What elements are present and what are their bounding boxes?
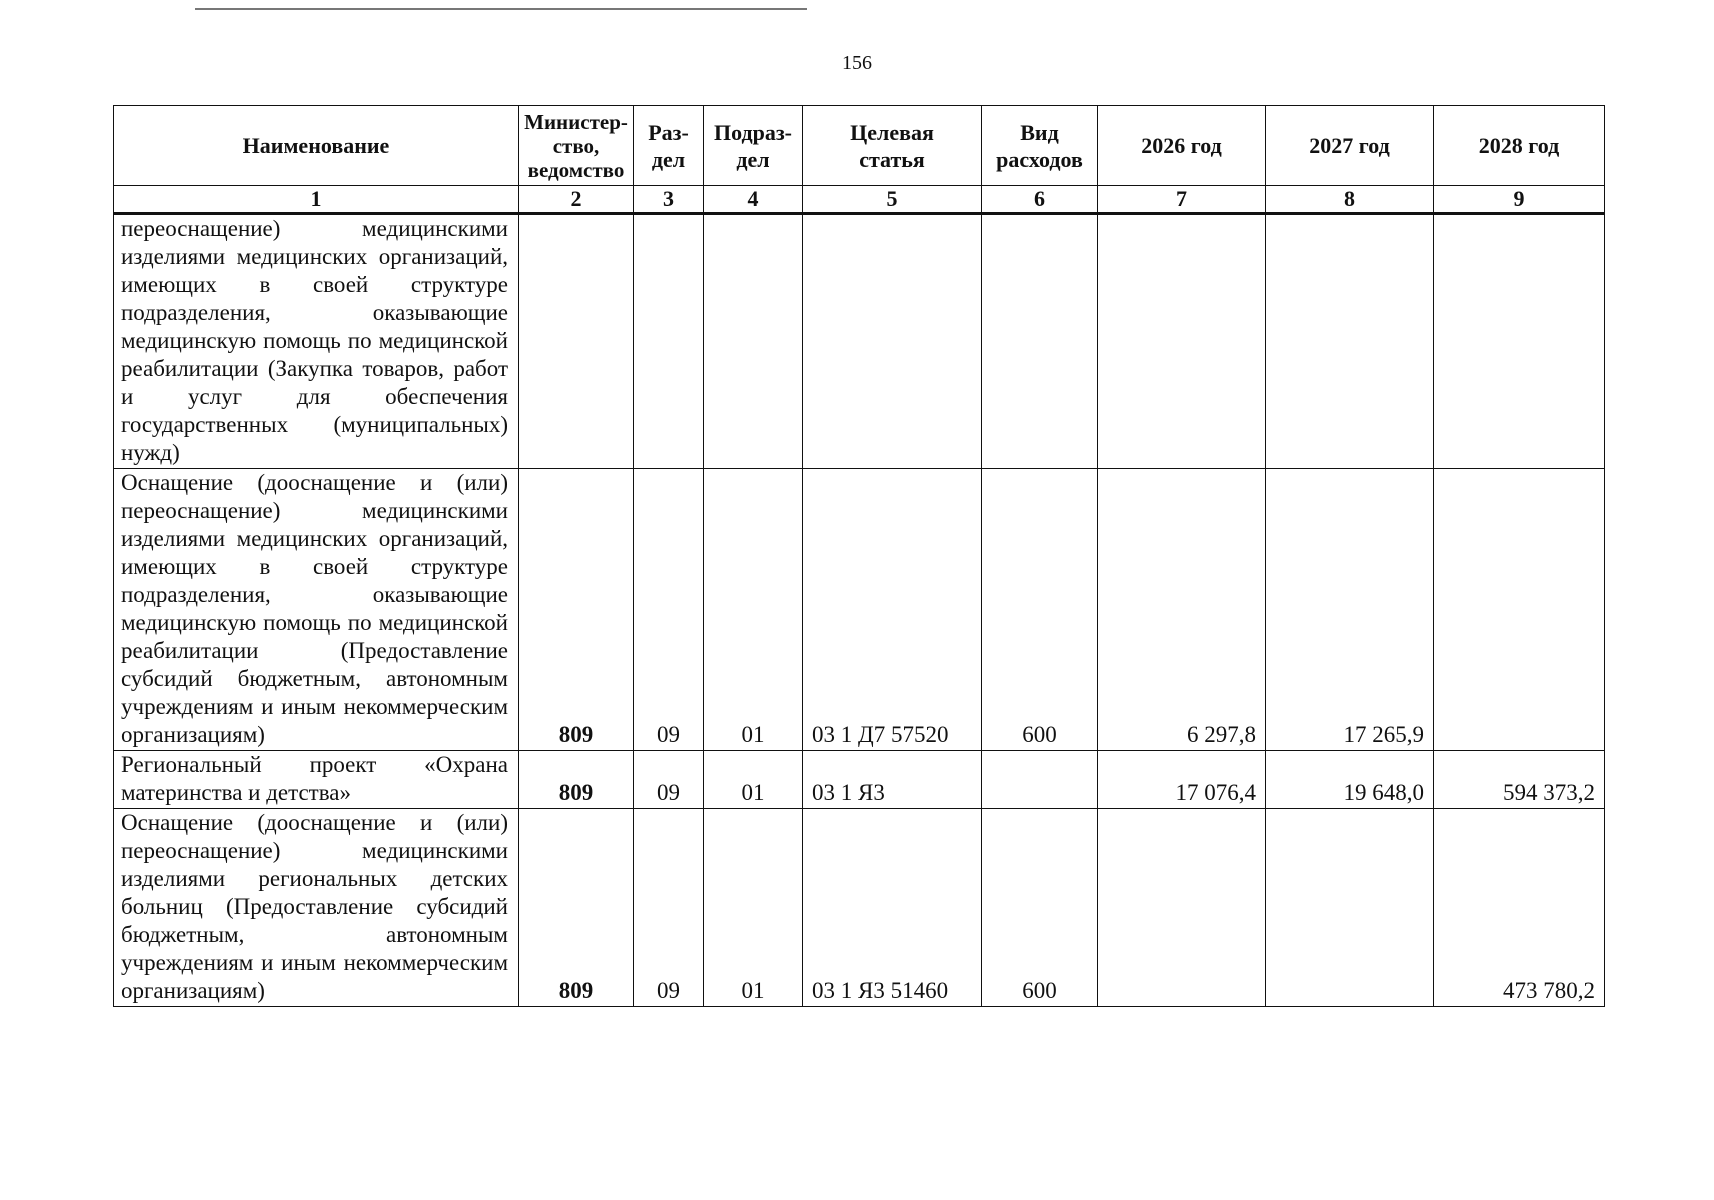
row-expense-type [982, 214, 1098, 469]
row-target: 03 1 Я3 [803, 751, 982, 809]
column-number: 6 [982, 186, 1098, 214]
row-2026 [1098, 214, 1266, 469]
row-section: 09 [634, 809, 704, 1007]
row-name: переоснащение) медицинскими изделиями медицинских организаций, имеющих в своей структуре подразделения, оказывающие медицинскую помощь по медицинской реабилитации (Закупка товаров, работ и услуг для обеспечения государственных (муниципальных) нужд) [114, 214, 519, 469]
column-number: 1 [114, 186, 519, 214]
row-2026 [1098, 809, 1266, 1007]
row-2027: 17 265,9 [1266, 469, 1434, 751]
row-name: Оснащение (дооснащение и (или) переоснащение) медицинскими изделиями региональных детских больниц (Предоставление субсидий бюджетным, автономным учреждениям и иным некоммерческим организациям) [114, 809, 519, 1007]
row-ministry: 809 [519, 809, 634, 1007]
header-target [803, 106, 982, 186]
budget-table [113, 105, 1605, 1007]
table-row [114, 751, 1605, 809]
row-subsection: 01 [704, 809, 803, 1007]
header-expense-type [982, 106, 1098, 186]
row-subsection: 01 [704, 469, 803, 751]
header-section-text: Раз- дел [648, 119, 689, 172]
row-2027 [1266, 809, 1434, 1007]
row-2028: 594 373,2 [1434, 751, 1605, 809]
row-ministry: 809 [519, 469, 634, 751]
row-target: 03 1 Д7 57520 [803, 469, 982, 751]
header-name: Наименование [114, 106, 519, 186]
table-row [114, 469, 1605, 751]
header-2027: 2027 год [1266, 106, 1434, 186]
column-number: 7 [1098, 186, 1266, 214]
row-2028 [1434, 469, 1605, 751]
row-ministry [519, 214, 634, 469]
top-rule [195, 8, 807, 10]
row-section [634, 214, 704, 469]
header-2028: 2028 год [1434, 106, 1605, 186]
column-number: 3 [634, 186, 704, 214]
row-section: 09 [634, 469, 704, 751]
row-name: Оснащение (дооснащение и (или) переоснащение) медицинскими изделиями медицинских организаций, имеющих в своей структуре подразделения, оказывающие медицинскую помощь по медицинской реабилитации (Предоставление субсидий бюджетным, автономным учреждениям и иным некоммерческим организациям) [114, 469, 519, 751]
column-number: 4 [704, 186, 803, 214]
row-subsection [704, 214, 803, 469]
row-ministry: 809 [519, 751, 634, 809]
row-expense-type: 600 [982, 469, 1098, 751]
row-2028: 473 780,2 [1434, 809, 1605, 1007]
row-subsection: 01 [704, 751, 803, 809]
column-number-row [114, 186, 1605, 214]
header-2026: 2026 год [1098, 106, 1266, 186]
row-section: 09 [634, 751, 704, 809]
column-number: 5 [803, 186, 982, 214]
row-target: 03 1 Я3 51460 [803, 809, 982, 1007]
header-expense-type-text: Вид расходов [996, 119, 1083, 172]
column-number: 9 [1434, 186, 1605, 214]
header-row [114, 106, 1605, 186]
header-ministry [519, 106, 634, 186]
column-number: 8 [1266, 186, 1434, 214]
header-section [634, 106, 704, 186]
row-name: Региональный проект «Охрана материнства и детства» [114, 751, 519, 809]
page-number: 156 [842, 52, 872, 74]
row-expense-type: 600 [982, 809, 1098, 1007]
row-2028 [1434, 214, 1605, 469]
row-2026: 6 297,8 [1098, 469, 1266, 751]
row-target [803, 214, 982, 469]
header-subsection-text: Подраз- дел [713, 119, 792, 172]
table-row [114, 214, 1605, 469]
column-number: 2 [519, 186, 634, 214]
row-2027: 19 648,0 [1266, 751, 1434, 809]
row-expense-type [982, 751, 1098, 809]
row-2026: 17 076,4 [1098, 751, 1266, 809]
header-target-text: Целевая статья [850, 119, 934, 172]
table-row [114, 809, 1605, 1007]
header-subsection [704, 106, 803, 186]
header-ministry-text: Министер- ство, ведомство [524, 109, 628, 182]
row-2027 [1266, 214, 1434, 469]
